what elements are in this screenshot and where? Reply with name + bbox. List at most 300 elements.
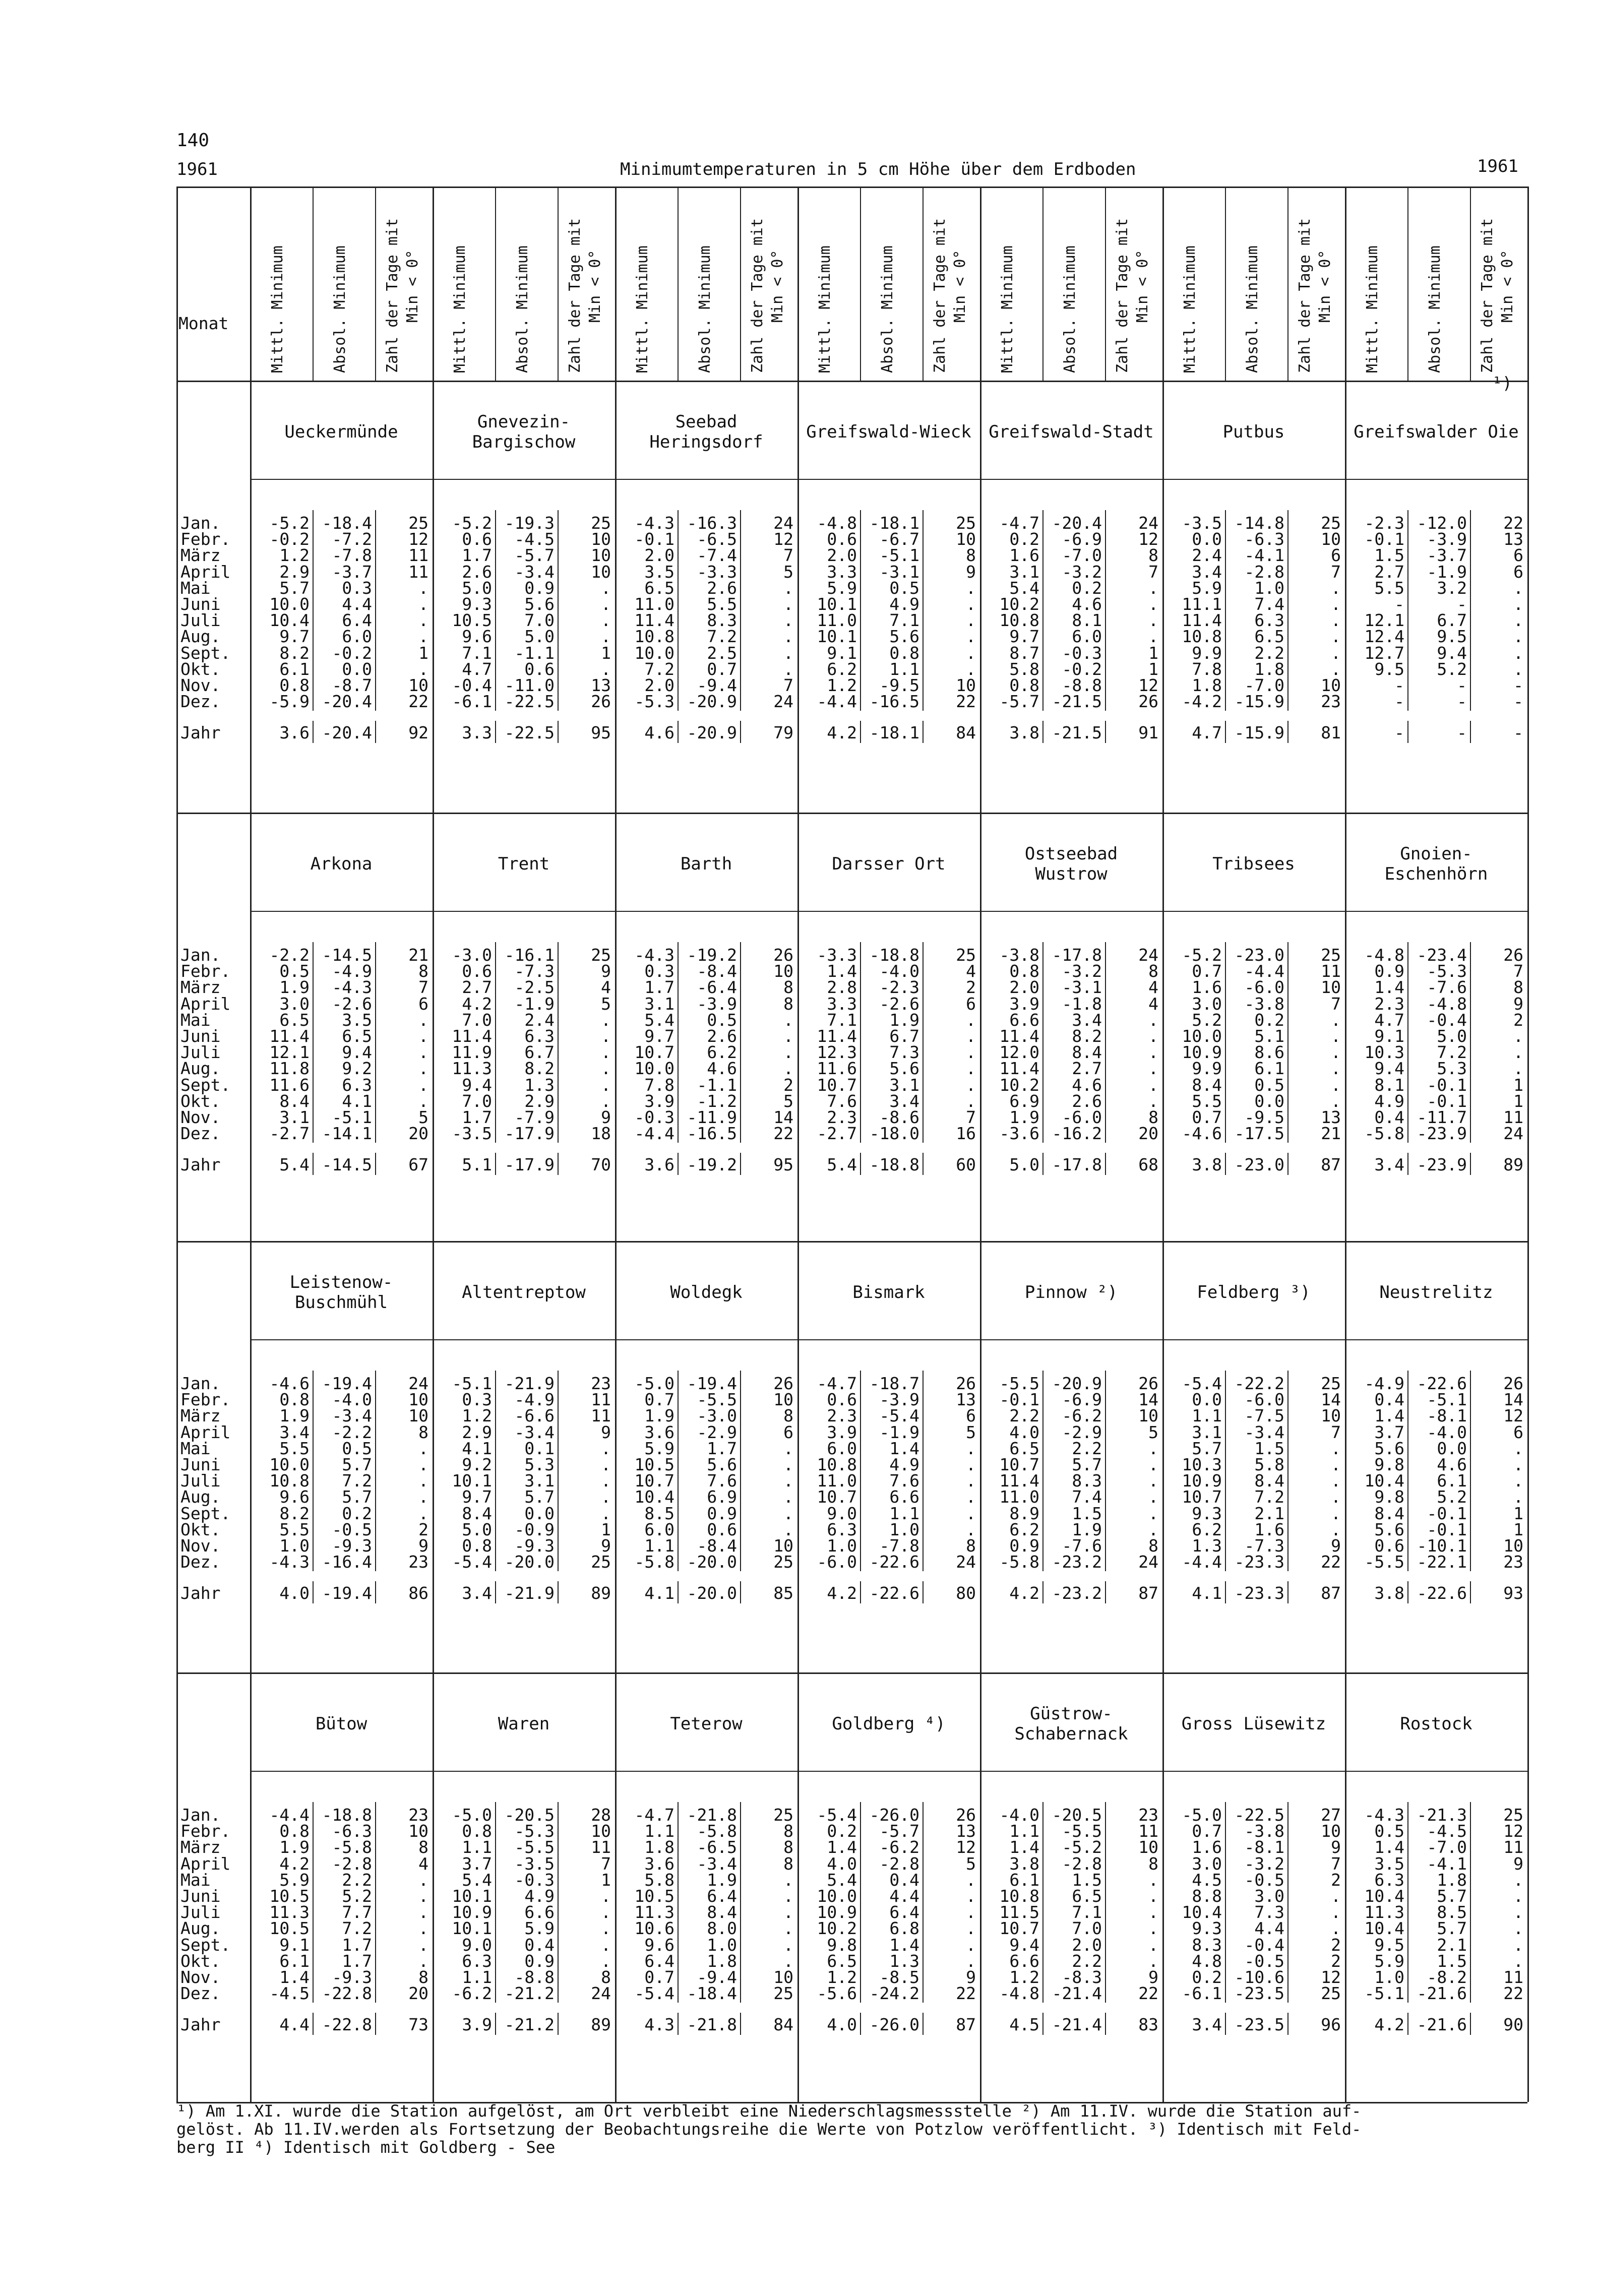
- absol-minimum-value: -5.7: [514, 545, 555, 566]
- jahr-frost-days: 95: [591, 723, 611, 743]
- footnote-mark: ¹): [1492, 373, 1512, 393]
- header-divider: [375, 187, 376, 381]
- mittl-minimum-value: 12.3: [817, 1042, 857, 1063]
- mittl-minimum-value: -3.5: [452, 1124, 492, 1144]
- frost-days-value: 10: [956, 675, 976, 695]
- frost-days-value: .: [1148, 1438, 1158, 1458]
- frost-days-value: .: [1148, 1455, 1158, 1474]
- station-name-line: Schabernack: [1014, 1723, 1128, 1744]
- mittl-minimum-value: 11.0: [817, 610, 857, 631]
- mittl-minimum-value: 5.4: [1009, 578, 1039, 598]
- mittl-minimum-value: 1.3: [1192, 1536, 1222, 1556]
- absol-minimum-value: 6.7: [524, 1042, 555, 1063]
- mittl-minimum-value: 6.0: [644, 1519, 674, 1539]
- jahr-frost-days: 67: [408, 1155, 428, 1175]
- absol-minimum-value: 3.0: [1254, 1886, 1284, 1906]
- band-divider: [176, 1672, 1527, 1674]
- absol-minimum-value: 3.4: [889, 1091, 919, 1111]
- frost-days-value: 25: [773, 1552, 793, 1572]
- frost-days-value: .: [418, 1935, 428, 1955]
- mittl-minimum-value: 5.9: [644, 1438, 674, 1458]
- mittl-minimum-value: -0.1: [1364, 529, 1404, 549]
- mittl-minimum-value: 11.0: [817, 1471, 857, 1491]
- mittl-minimum-value: 8.2: [279, 643, 310, 663]
- frost-days-value: .: [418, 610, 428, 631]
- absol-minimum-value: -23.0: [1234, 945, 1284, 965]
- mittl-minimum-value: 10.8: [269, 1471, 310, 1491]
- absol-minimum-value: 1.5: [1072, 1870, 1102, 1890]
- header-zahl-tage: Zahl der Tage mit: [1114, 218, 1131, 373]
- absol-minimum-value: -5.2: [1062, 1837, 1102, 1857]
- absol-minimum-value: -20.5: [504, 1805, 555, 1825]
- frost-days-value: 14: [1503, 1390, 1523, 1410]
- frost-days-value: .: [1331, 1519, 1341, 1539]
- mittl-minimum-value: 0.0: [1192, 529, 1222, 549]
- station-name-line: Heringsdorf: [649, 431, 763, 452]
- jahr-frost-days: 84: [956, 723, 976, 743]
- absol-minimum-value: -3.0: [697, 1406, 737, 1426]
- absol-minimum-value: -2.5: [514, 977, 555, 998]
- absol-minimum-value: 6.4: [342, 610, 372, 631]
- month-label: Juli: [180, 1471, 221, 1491]
- mittl-minimum-value: 0.3: [462, 1390, 492, 1410]
- frost-days-value: .: [1148, 1519, 1158, 1539]
- frost-days-value: 26: [956, 1374, 976, 1393]
- frost-days-value: .: [966, 1519, 976, 1539]
- mittl-minimum-value: 2.7: [1374, 562, 1404, 582]
- absol-minimum-value: 8.3: [707, 610, 737, 631]
- absol-minimum-value: 4.9: [889, 1455, 919, 1474]
- mittl-minimum-value: 10.0: [269, 1455, 310, 1474]
- absol-minimum-value: -7.0: [1062, 545, 1102, 566]
- frost-days-value: 26: [1138, 692, 1158, 712]
- absol-minimum-value: -7.9: [514, 1107, 555, 1127]
- absol-minimum-value: -3.4: [697, 1853, 737, 1874]
- mittl-minimum-value: -5.1: [452, 1374, 492, 1393]
- month-label: Febr.: [180, 1390, 231, 1410]
- mittl-minimum-value: 6.1: [279, 659, 310, 679]
- absol-minimum-value: -1.9: [879, 1422, 919, 1442]
- absol-minimum-value: -3.1: [1062, 977, 1102, 998]
- mittl-minimum-value: 3.9: [1009, 994, 1039, 1014]
- mittl-minimum-value: -5.0: [1182, 1805, 1222, 1825]
- jahr-frost-days: 73: [408, 2015, 428, 2035]
- frost-days-value: .: [783, 1438, 793, 1458]
- absol-minimum-value: 5.7: [1072, 1455, 1102, 1474]
- frost-days-value: .: [966, 1010, 976, 1030]
- absol-minimum-value: -3.4: [514, 1422, 555, 1442]
- mittl-minimum-value: 1.1: [1192, 1406, 1222, 1426]
- mittl-minimum-value: 2.0: [644, 675, 674, 695]
- mittl-minimum-value: -4.4: [1182, 1552, 1222, 1572]
- header-zahl-tage: Zahl der Tage mit: [1479, 218, 1496, 373]
- absol-minimum-value: 6.8: [889, 1918, 919, 1939]
- mittl-minimum-value: -4.6: [269, 1374, 310, 1393]
- absol-minimum-value: -23.2: [1052, 1552, 1102, 1572]
- frost-days-value: .: [1513, 1059, 1523, 1079]
- frost-days-value: 1: [1513, 1519, 1523, 1539]
- mittl-minimum-value: -4.4: [817, 692, 857, 712]
- frost-days-value: 8: [601, 1967, 611, 1987]
- jahr-absol-minimum: -22.8: [322, 2015, 372, 2035]
- mittl-minimum-value: 3.4: [279, 1422, 310, 1442]
- frost-days-value: .: [1148, 1870, 1158, 1890]
- rule-line: [176, 187, 178, 2102]
- jahr-mittl-minimum: 4.2: [1374, 2015, 1404, 2035]
- frost-days-value: 8: [1513, 977, 1523, 998]
- mittl-minimum-value: 1.1: [1009, 1821, 1039, 1841]
- mittl-minimum-value: 11.3: [634, 1902, 674, 1922]
- month-label: Okt.: [180, 1519, 221, 1539]
- month-label: März: [180, 1406, 221, 1426]
- frost-days-value: 8: [418, 1837, 428, 1857]
- month-label: Juni: [180, 594, 221, 614]
- absol-minimum-value: -4.1: [1244, 545, 1284, 566]
- footnotes: [176, 2102, 1527, 2156]
- jahr-absol-minimum: -17.9: [504, 1155, 555, 1175]
- frost-days-value: .: [1148, 1059, 1158, 1079]
- station-name-line: Eschenhörn: [1384, 863, 1488, 884]
- mittl-minimum-value: 12.4: [1364, 627, 1404, 647]
- mittl-minimum-value: -4.4: [269, 1805, 310, 1825]
- jahr-mittl-minimum: 4.0: [279, 1583, 310, 1603]
- absol-minimum-value: -14.1: [322, 1124, 372, 1144]
- absol-minimum-value: 7.6: [707, 1471, 737, 1491]
- mittl-minimum-value: 6.2: [827, 659, 857, 679]
- station-name: [435, 854, 613, 874]
- mittl-minimum-value: 1.8: [644, 1837, 674, 1857]
- mittl-minimum-value: -6.1: [1182, 1983, 1222, 2004]
- mittl-minimum-value: 5.4: [827, 1870, 857, 1890]
- frost-days-value: .: [966, 1870, 976, 1890]
- absol-minimum-value: -0.5: [1244, 1951, 1284, 1971]
- jahr-absol-minimum: -22.5: [504, 723, 555, 743]
- absol-minimum-value: -2.6: [332, 994, 372, 1014]
- frost-days-value: .: [418, 1455, 428, 1474]
- station-name: [1164, 1282, 1343, 1302]
- frost-days-value: 4: [966, 961, 976, 981]
- absol-minimum-value: 0.3: [342, 578, 372, 598]
- mittl-minimum-value: 10.1: [452, 1471, 492, 1491]
- header-zahl-tage: Zahl der Tage mit: [566, 218, 584, 373]
- mittl-minimum-value: -5.1: [1364, 1983, 1404, 2004]
- jahr-frost-days: 68: [1138, 1155, 1158, 1175]
- frost-days-value: .: [418, 1042, 428, 1063]
- mittl-minimum-value: -5.4: [634, 1983, 674, 2004]
- absol-minimum-value: -1.9: [1427, 562, 1467, 582]
- absol-minimum-value: -18.7: [869, 1374, 919, 1393]
- mittl-minimum-value: 1.5: [1374, 545, 1404, 566]
- frost-days-value: 2: [1331, 1870, 1341, 1890]
- mittl-minimum-value: -0.2: [269, 529, 310, 549]
- mittl-minimum-value: 6.5: [279, 1010, 310, 1030]
- absol-minimum-value: 7.2: [342, 1918, 372, 1939]
- absol-minimum-value: -15.9: [1234, 692, 1284, 712]
- jahr-mittl-minimum: 3.6: [644, 1155, 674, 1175]
- absol-minimum-value: 5.5: [707, 594, 737, 614]
- absol-minimum-value: -0.4: [1427, 1010, 1467, 1030]
- mittl-minimum-value: 10.8: [634, 627, 674, 647]
- frost-days-value: .: [418, 1026, 428, 1046]
- mittl-minimum-value: 8.7: [1009, 643, 1039, 663]
- absol-minimum-value: -8.8: [1062, 675, 1102, 695]
- mittl-minimum-value: 6.3: [827, 1519, 857, 1539]
- absol-minimum-value: -5.8: [332, 1837, 372, 1857]
- jahr-frost-days: 85: [773, 1583, 793, 1603]
- jahr-mittl-minimum: 4.3: [644, 2015, 674, 2035]
- absol-minimum-value: -20.4: [322, 692, 372, 712]
- mittl-minimum-value: 1.9: [279, 977, 310, 998]
- header-min-unter-null: Min < 0°: [404, 250, 421, 323]
- absol-minimum-value: 1.9: [1072, 1519, 1102, 1539]
- station-name: [252, 854, 431, 874]
- month-label: Jan.: [180, 513, 221, 533]
- absol-minimum-value: 6.3: [1254, 610, 1284, 631]
- station-name: [435, 1282, 613, 1302]
- absol-minimum-value: -6.2: [1062, 1406, 1102, 1426]
- station-name-line: Seebad: [675, 411, 738, 432]
- mittl-minimum-value: 3.3: [827, 994, 857, 1014]
- absol-minimum-value: 8.5: [1437, 1902, 1467, 1922]
- mittl-minimum-value: 10.8: [999, 1886, 1039, 1906]
- absol-minimum-value: -6.5: [697, 529, 737, 549]
- station-name-line: Greifswald-Wieck: [806, 421, 971, 442]
- station-name: [982, 1704, 1160, 1744]
- mittl-minimum-value: 11.4: [999, 1026, 1039, 1046]
- header-mittl-minimum: Mittl. Minimum: [1364, 245, 1381, 373]
- jahr-mittl-minimum: 3.8: [1009, 723, 1039, 743]
- absol-minimum-value: 1.7: [342, 1935, 372, 1955]
- jahr-absol-minimum: -23.5: [1234, 2015, 1284, 2035]
- frost-days-value: 26: [773, 945, 793, 965]
- mittl-minimum-value: 0.2: [1192, 1967, 1222, 1987]
- frost-days-value: 22: [1138, 1983, 1158, 2004]
- station-name: [1347, 1714, 1525, 1734]
- frost-days-value: .: [783, 1951, 793, 1971]
- absol-minimum-value: 0.0: [342, 659, 372, 679]
- month-label: Aug.: [180, 1487, 221, 1507]
- mittl-minimum-value: 9.8: [1374, 1487, 1404, 1507]
- station-name: [252, 1272, 431, 1313]
- absol-minimum-value: 4.6: [1072, 1075, 1102, 1095]
- frost-days-value: .: [966, 1902, 976, 1922]
- mittl-minimum-value: 6.1: [1009, 1870, 1039, 1890]
- frost-days-value: 9: [601, 1107, 611, 1127]
- mittl-minimum-value: 12.1: [1364, 610, 1404, 631]
- absol-minimum-value: -3.7: [332, 562, 372, 582]
- frost-days-value: 12: [408, 529, 428, 549]
- frost-days-value: .: [1148, 1935, 1158, 1955]
- frost-days-value: 6: [966, 994, 976, 1014]
- mittl-minimum-value: 10.9: [452, 1902, 492, 1922]
- mittl-minimum-value: 1.1: [644, 1821, 674, 1841]
- jahr-label: Jahr: [180, 2015, 221, 2035]
- mittl-minimum-value: 6.9: [1009, 1091, 1039, 1111]
- mittl-minimum-value: 9.4: [1374, 1059, 1404, 1079]
- frost-days-value: 25: [956, 513, 976, 533]
- frost-days-value: .: [783, 1935, 793, 1955]
- frost-days-value: 23: [1503, 1552, 1523, 1572]
- mittl-minimum-value: 1.2: [1009, 1967, 1039, 1987]
- mittl-minimum-value: 3.9: [827, 1422, 857, 1442]
- absol-minimum-value: -5.4: [879, 1406, 919, 1426]
- mittl-minimum-value: 10.0: [634, 643, 674, 663]
- frost-days-value: 4: [418, 1853, 428, 1874]
- frost-days-value: 9: [966, 562, 976, 582]
- frost-days-value: 26: [1503, 945, 1523, 965]
- frost-days-value: 25: [956, 945, 976, 965]
- absol-minimum-value: 6.6: [889, 1487, 919, 1507]
- mittl-minimum-value: 5.8: [1009, 659, 1039, 679]
- frost-days-value: .: [1331, 1471, 1341, 1491]
- mittl-minimum-value: 10.0: [1182, 1026, 1222, 1046]
- mittl-minimum-value: -: [1394, 594, 1404, 614]
- frost-days-value: 24: [1138, 945, 1158, 965]
- month-label: April: [180, 994, 231, 1014]
- mittl-minimum-value: -5.4: [817, 1805, 857, 1825]
- header-absol-minimum: Absol. Minimum: [696, 245, 714, 373]
- mittl-minimum-value: -4.7: [817, 1374, 857, 1393]
- absol-minimum-value: 1.1: [889, 659, 919, 679]
- absol-minimum-value: -0.9: [514, 1519, 555, 1539]
- absol-minimum-value: 7.6: [889, 1471, 919, 1491]
- mittl-minimum-value: -4.2: [1182, 692, 1222, 712]
- frost-days-value: 28: [591, 1805, 611, 1825]
- mittl-minimum-value: 11.3: [1364, 1902, 1404, 1922]
- header-absol-minimum: Absol. Minimum: [514, 245, 531, 373]
- mittl-minimum-value: 0.5: [279, 961, 310, 981]
- frost-days-value: 10: [1138, 1837, 1158, 1857]
- absol-minimum-value: 2.9: [524, 1091, 555, 1111]
- mittl-minimum-value: 3.5: [644, 562, 674, 582]
- absol-minimum-value: 0.9: [524, 578, 555, 598]
- mittl-minimum-value: 7.1: [462, 643, 492, 663]
- frost-days-value: 10: [408, 1821, 428, 1841]
- absol-minimum-value: -4.5: [514, 529, 555, 549]
- mittl-minimum-value: 1.2: [827, 1967, 857, 1987]
- mittl-minimum-value: 4.8: [1192, 1951, 1222, 1971]
- frost-days-value: .: [1331, 1075, 1341, 1095]
- frost-days-value: .: [418, 627, 428, 647]
- mittl-minimum-value: 4.7: [1374, 1010, 1404, 1030]
- absol-minimum-value: -4.0: [1427, 1422, 1467, 1442]
- mittl-minimum-value: 11.4: [817, 1026, 857, 1046]
- absol-minimum-value: 1.4: [889, 1438, 919, 1458]
- frost-days-value: .: [601, 1026, 611, 1046]
- frost-days-value: 13: [956, 1390, 976, 1410]
- absol-minimum-value: -7.8: [332, 545, 372, 566]
- absol-minimum-value: -20.0: [504, 1552, 555, 1572]
- absol-minimum-value: 5.6: [889, 627, 919, 647]
- frost-days-value: 9: [1331, 1837, 1341, 1857]
- absol-minimum-value: 7.3: [889, 1042, 919, 1063]
- absol-minimum-value: -4.4: [1244, 961, 1284, 981]
- absol-minimum-value: 8.2: [1072, 1026, 1102, 1046]
- month-label: März: [180, 977, 221, 998]
- absol-minimum-value: -7.0: [1244, 675, 1284, 695]
- frost-days-value: 24: [591, 1983, 611, 2004]
- absol-minimum-value: 2.6: [707, 578, 737, 598]
- mittl-minimum-value: 5.5: [1374, 578, 1404, 598]
- absol-minimum-value: 2.2: [342, 1870, 372, 1890]
- frost-days-value: 1: [601, 1519, 611, 1539]
- absol-minimum-value: -8.4: [697, 961, 737, 981]
- jahr-absol-minimum: -21.4: [1052, 2015, 1102, 2035]
- frost-days-value: 7: [1513, 961, 1523, 981]
- frost-days-value: 25: [773, 1983, 793, 2004]
- jahr-absol-minimum: -19.4: [322, 1583, 372, 1603]
- frost-days-value: 22: [956, 692, 976, 712]
- mittl-minimum-value: 7.6: [827, 1091, 857, 1111]
- absol-minimum-value: -23.9: [1417, 1124, 1467, 1144]
- absol-minimum-value: -18.0: [869, 1124, 919, 1144]
- mittl-minimum-value: 0.8: [279, 1821, 310, 1841]
- frost-days-value: .: [418, 1471, 428, 1491]
- absol-minimum-value: 2.4: [524, 1010, 555, 1030]
- frost-days-value: .: [601, 578, 611, 598]
- mittl-minimum-value: -4.9: [1364, 1374, 1404, 1393]
- frost-days-value: .: [966, 1059, 976, 1079]
- absol-minimum-value: -3.8: [1244, 994, 1284, 1014]
- frost-days-value: 8: [783, 1821, 793, 1841]
- mittl-minimum-value: -4.3: [1364, 1805, 1404, 1825]
- absol-minimum-value: 2.1: [1437, 1935, 1467, 1955]
- frost-days-value: 9: [418, 1536, 428, 1556]
- mittl-minimum-value: 0.4: [1374, 1390, 1404, 1410]
- rule-line: [1527, 187, 1529, 2102]
- mittl-minimum-value: 7.0: [462, 1010, 492, 1030]
- jahr-frost-days: 87: [1321, 1155, 1341, 1175]
- frost-days-value: .: [1331, 627, 1341, 647]
- frost-days-value: .: [1331, 1059, 1341, 1079]
- frost-days-value: 20: [408, 1124, 428, 1144]
- absol-minimum-value: -3.2: [1062, 562, 1102, 582]
- absol-minimum-value: -: [1457, 675, 1467, 695]
- frost-days-value: 7: [1331, 562, 1341, 582]
- header-min-unter-null: Min < 0°: [1499, 250, 1516, 323]
- absol-minimum-value: 2.2: [1072, 1951, 1102, 1971]
- mittl-minimum-value: 9.4: [462, 1075, 492, 1095]
- absol-minimum-value: -8.1: [1244, 1837, 1284, 1857]
- mittl-minimum-value: -5.6: [817, 1983, 857, 2004]
- mittl-minimum-value: 1.9: [644, 1406, 674, 1426]
- mittl-minimum-value: -5.7: [999, 692, 1039, 712]
- mittl-minimum-value: 10.5: [452, 610, 492, 631]
- mittl-minimum-value: 5.5: [279, 1438, 310, 1458]
- frost-days-value: 22: [1321, 1552, 1341, 1572]
- mittl-minimum-value: 12.1: [269, 1042, 310, 1063]
- absol-minimum-value: 0.2: [1072, 578, 1102, 598]
- absol-minimum-value: 1.7: [342, 1951, 372, 1971]
- month-label: Aug.: [180, 1918, 221, 1939]
- frost-days-value: 8: [1148, 1107, 1158, 1127]
- jahr-absol-minimum: -20.9: [687, 723, 737, 743]
- mittl-minimum-value: 8.5: [644, 1503, 674, 1523]
- frost-days-value: .: [1148, 1075, 1158, 1095]
- frost-days-value: 7: [966, 1107, 976, 1127]
- footnote-line: berg II ⁴) Identisch mit Goldberg - See: [176, 2138, 556, 2157]
- frost-days-value: .: [783, 578, 793, 598]
- frost-days-value: 14: [1138, 1390, 1158, 1410]
- frost-days-value: .: [1148, 1918, 1158, 1939]
- jahr-frost-days: 83: [1138, 2015, 1158, 2035]
- month-label: April: [180, 1422, 231, 1442]
- mittl-minimum-value: 9.8: [827, 1935, 857, 1955]
- frost-days-value: 7: [601, 1853, 611, 1874]
- frost-days-value: .: [783, 594, 793, 614]
- absol-minimum-value: 6.1: [1437, 1471, 1467, 1491]
- absol-minimum-value: -7.8: [879, 1536, 919, 1556]
